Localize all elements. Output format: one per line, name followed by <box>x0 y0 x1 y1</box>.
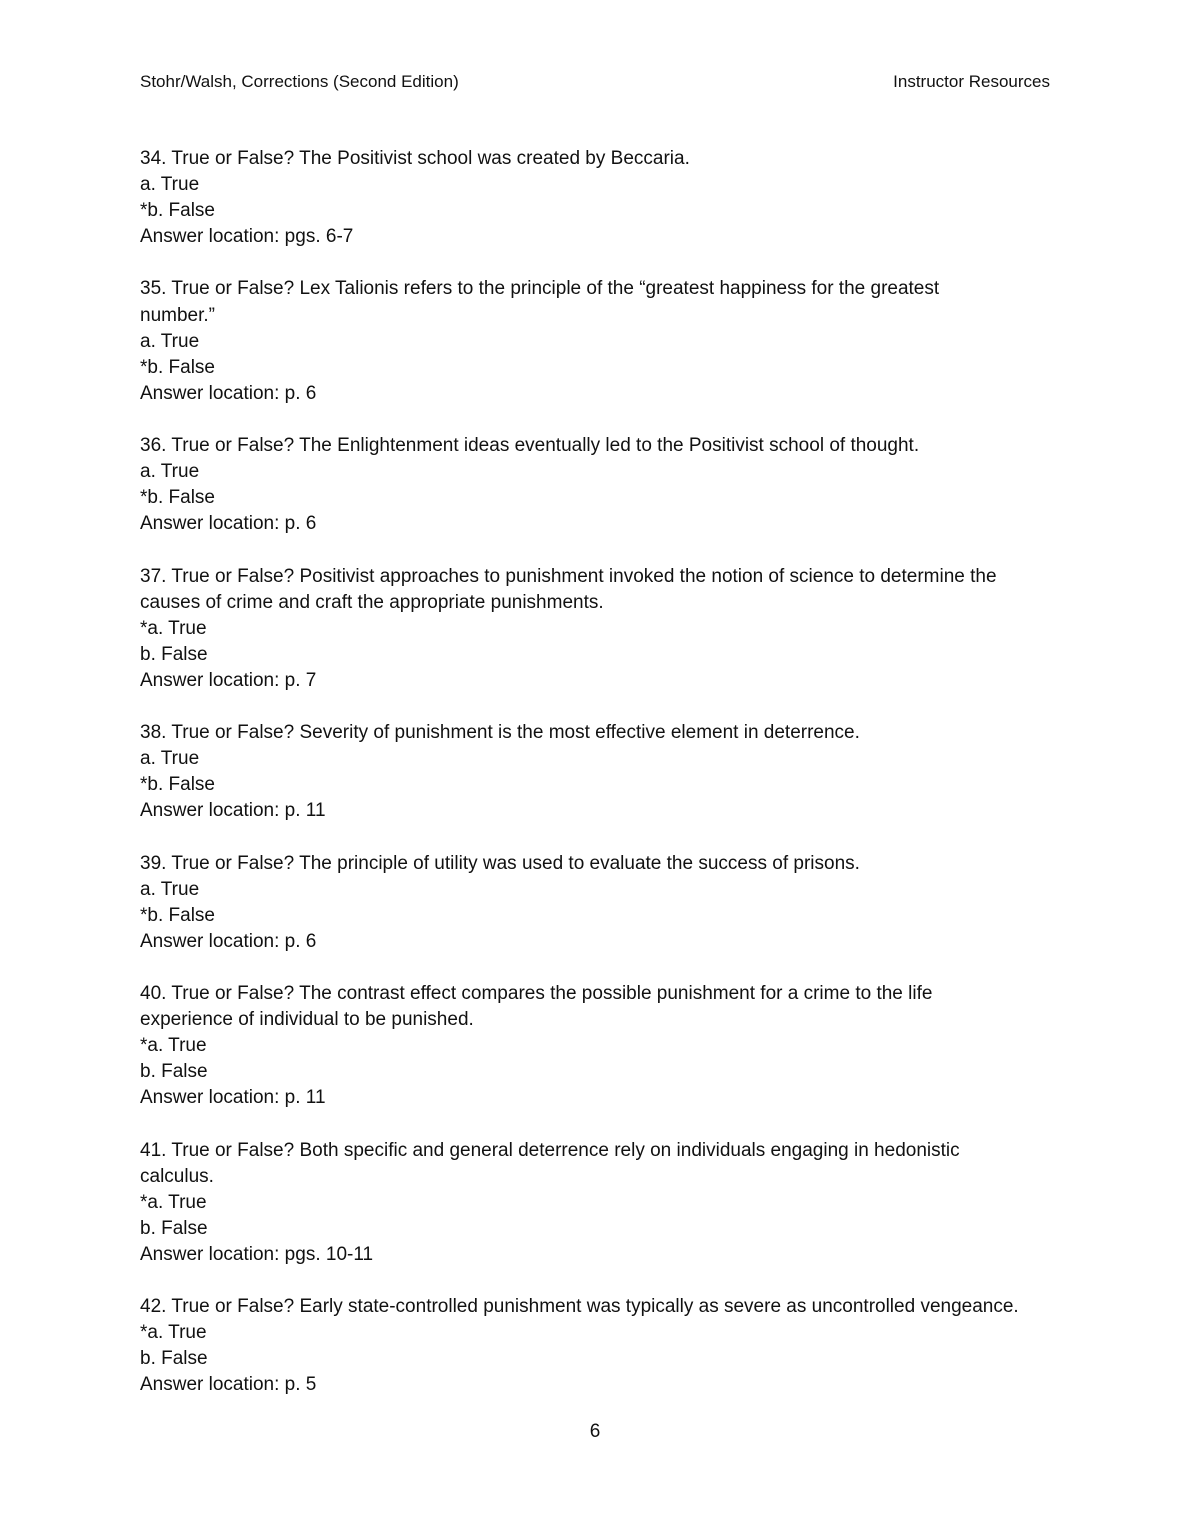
answer-option: *a. True <box>140 1322 207 1344</box>
answer-option: *a. True <box>140 1191 207 1213</box>
question-text: 38. True or False? Severity of punishment is the most effective element in deterrence. <box>140 722 860 744</box>
question-text: number.” <box>140 304 215 326</box>
question-item <box>140 433 1050 537</box>
answer-option: b. False <box>140 643 208 665</box>
answer-location: Answer location: pgs. 6-7 <box>140 226 354 248</box>
answer-location: Answer location: p. 6 <box>140 513 317 535</box>
question-item <box>140 851 1050 955</box>
answer-location: Answer location: pgs. 10-11 <box>140 1243 374 1265</box>
question-text: 40. True or False? The contrast effect compares the possible punishment for a crime to the life <box>140 983 933 1004</box>
answer-option: b. False <box>140 1061 208 1083</box>
answer-option: a. True <box>140 174 200 196</box>
answer-option: *b. False <box>140 904 215 926</box>
answer-option: b. False <box>140 1217 208 1239</box>
answer-location: Answer location: p. 11 <box>140 1087 326 1109</box>
question-item <box>140 720 1050 824</box>
answer-option: a. True <box>140 748 200 770</box>
answer-option: *b. False <box>140 774 215 796</box>
question-item <box>140 276 1050 406</box>
answer-option: a. True <box>140 461 200 483</box>
answer-option: a. True <box>140 330 200 352</box>
question-text: 37. True or False? Positivist approaches to punishment invoked the notion of science to determine the <box>140 565 997 587</box>
answer-option: *b. False <box>140 487 215 509</box>
answer-option: *a. True <box>140 1035 207 1057</box>
question-text: 39. True or False? The principle of utility was used to evaluate the success of prisons. <box>140 852 860 874</box>
answer-location: Answer location: p. 6 <box>140 382 317 404</box>
question-text: experience of individual to be punished. <box>140 1009 474 1031</box>
answer-location: Answer location: p. 5 <box>140 1374 317 1396</box>
header-book-title: Stohr/Walsh, Corrections (Second Edition) <box>140 72 459 91</box>
answer-option: *a. True <box>140 617 207 639</box>
question-item <box>140 564 1050 694</box>
question-list <box>140 146 1050 1425</box>
page-number: 6 <box>589 1421 601 1442</box>
answer-option: b. False <box>140 1348 208 1370</box>
answer-location: Answer location: p. 7 <box>140 669 317 691</box>
question-text: causes of crime and craft the appropriate punishments. <box>140 591 604 613</box>
question-item <box>140 146 1050 250</box>
answer-option: *b. False <box>140 200 215 222</box>
header-section-title: Instructor Resources <box>893 72 1050 91</box>
question-item <box>140 1138 1050 1268</box>
answer-location: Answer location: p. 6 <box>140 930 317 952</box>
question-text: 42. True or False? Early state-controlled punishment was typically as severe as uncontrolled vengeance. <box>140 1296 1019 1318</box>
question-text: calculus. <box>140 1165 214 1187</box>
answer-location: Answer location: p. 11 <box>140 800 326 822</box>
question-text: 34. True or False? The Positivist school was created by Beccaria. <box>140 148 690 169</box>
question-item <box>140 1294 1050 1398</box>
question-text: 35. True or False? Lex Talionis refers to the principle of the “greatest happiness for the greatest <box>140 278 940 300</box>
page-header <box>140 70 1050 94</box>
question-text: 36. True or False? The Enlightenment ideas eventually led to the Positivist school of thought. <box>140 435 920 457</box>
question-item <box>140 981 1050 1111</box>
answer-option: *b. False <box>140 356 215 378</box>
answer-option: a. True <box>140 878 200 900</box>
question-text: 41. True or False? Both specific and general deterrence rely on individuals engaging in hedonistic <box>140 1139 960 1161</box>
